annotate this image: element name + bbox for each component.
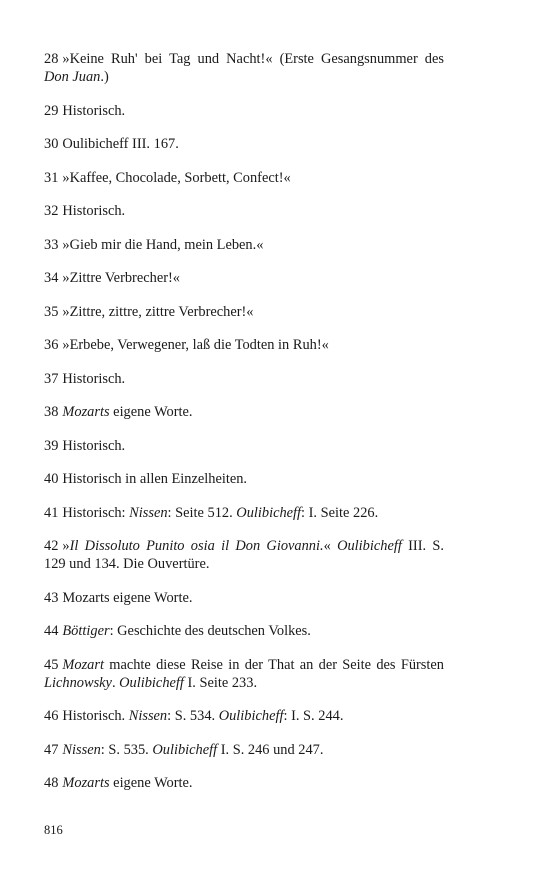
endnote-number: 35 [44, 303, 59, 320]
endnote-text: .) [100, 69, 109, 85]
endnote-38 [44, 403, 444, 421]
endnote-42 [44, 537, 444, 573]
endnote-number: 47 [44, 741, 59, 758]
endnote-italic-text: Nissen [62, 741, 101, 758]
endnote-italic-text: Oulibicheff [337, 538, 402, 554]
endnote-text: »Kaffee, Chocolade, Sorbett, Confect!« [62, 169, 291, 186]
endnote-italic-text: Nissen [128, 708, 168, 724]
endnote-46 [44, 707, 444, 725]
endnote-italic-text: Nissen [129, 504, 168, 521]
endnote-text: Historisch. [62, 708, 129, 724]
endnote-number: 33 [44, 236, 59, 253]
endnote-italic-text: Oulibicheff [119, 674, 184, 691]
endnote-text: eigene Worte. [109, 404, 193, 420]
endnote-italic-text: Oulibicheff [152, 741, 218, 758]
endnote-italic-text: Il Dissoluto Punito osia il Don Giovanni. [69, 538, 324, 554]
endnote-44 [44, 622, 444, 640]
endnote-47 [44, 741, 444, 759]
endnote-number: 45 [44, 656, 59, 673]
endnote-text: III. S. 129 und 134. Die Ouvertüre. [44, 538, 444, 572]
endnote-number: 43 [44, 589, 59, 606]
endnote-text: : Geschichte des deutschen Volkes. [109, 623, 311, 639]
endnote-number: 37 [44, 370, 59, 387]
endnote-41 [44, 504, 444, 522]
endnote-italic-text: Don Juan [44, 69, 101, 85]
endnote-italic-text: Lichnowsky [44, 674, 112, 691]
endnote-33 [44, 236, 444, 254]
endnote-29 [44, 102, 444, 120]
endnote-text: : S. 535. [100, 741, 153, 758]
endnote-40 [44, 470, 444, 488]
endnote-number: 40 [44, 471, 59, 487]
endnote-text: »Keine Ruh' bei Tag und Nacht!« (Erste Gesangsnummer des [62, 51, 444, 67]
endnote-number: 30 [44, 136, 59, 152]
endnote-italic-text: Oulibicheff [218, 708, 284, 724]
endnote-text: Mozarts eigene Worte. [62, 589, 193, 606]
endnote-35 [44, 303, 444, 321]
endnote-text: Historisch. [62, 203, 126, 219]
endnote-number: 44 [44, 623, 59, 639]
endnote-number: 29 [44, 102, 59, 119]
endnote-text: : I. Seite 226. [301, 504, 379, 521]
endnote-italic-text: Mozarts [62, 404, 110, 420]
endnote-italic-text: Mozarts [62, 775, 110, 791]
endnote-number: 31 [44, 169, 59, 186]
endnote-text: »Zittre, zittre, zittre Verbrecher!« [62, 303, 254, 320]
endnote-30 [44, 135, 444, 153]
endnote-text: « [323, 538, 338, 554]
endnote-italic-text: Mozart [62, 656, 104, 673]
endnote-text: Historisch. [62, 102, 126, 119]
endnote-text: machte diese Reise in der That an der Seite des Fürsten [103, 656, 444, 673]
endnotes-list [44, 50, 444, 808]
endnote-45 [44, 656, 444, 692]
endnote-number: 41 [44, 504, 59, 521]
endnote-text: I. Seite 233. [183, 674, 258, 691]
endnote-italic-text: Böttiger [62, 623, 110, 639]
endnote-34 [44, 269, 444, 287]
endnote-number: 38 [44, 404, 59, 420]
endnote-31 [44, 169, 444, 187]
endnote-number: 32 [44, 203, 59, 219]
endnote-text: Historisch. [62, 370, 126, 387]
endnote-32 [44, 202, 444, 220]
endnote-48 [44, 774, 444, 792]
endnote-text: : S. 534. [167, 708, 219, 724]
endnote-37 [44, 370, 444, 388]
endnote-text: »Gieb mir die Hand, mein Leben.« [62, 236, 264, 253]
endnote-number: 28 [44, 51, 59, 67]
page-number: 816 [44, 823, 63, 837]
endnote-number: 34 [44, 270, 59, 286]
endnote-text: . [111, 674, 120, 691]
endnote-number: 39 [44, 437, 59, 454]
endnote-text: : I. S. 244. [283, 708, 344, 724]
endnote-number: 36 [44, 337, 59, 353]
endnote-text: Historisch. [62, 437, 126, 454]
endnote-text: I. S. 246 und 247. [217, 741, 324, 758]
endnote-text: Historisch: [62, 504, 130, 521]
endnote-text: Historisch in allen Einzelheiten. [62, 471, 248, 487]
endnote-number: 42 [44, 538, 59, 554]
endnote-text: Oulibicheff III. 167. [62, 136, 179, 152]
endnote-text: »Zittre Verbrecher!« [62, 270, 180, 286]
endnote-36 [44, 336, 444, 354]
endnote-text: eigene Worte. [109, 775, 193, 791]
endnote-28 [44, 50, 444, 86]
endnote-39 [44, 437, 444, 455]
endnote-number: 48 [44, 775, 59, 791]
endnote-number: 46 [44, 708, 59, 724]
endnote-text: » [62, 538, 70, 554]
endnote-text: »Erbebe, Verwegener, laß die Todten in Ruh!« [62, 337, 329, 353]
endnote-text: : Seite 512. [167, 504, 237, 521]
endnote-italic-text: Oulibicheff [236, 504, 302, 521]
endnote-43 [44, 589, 444, 607]
